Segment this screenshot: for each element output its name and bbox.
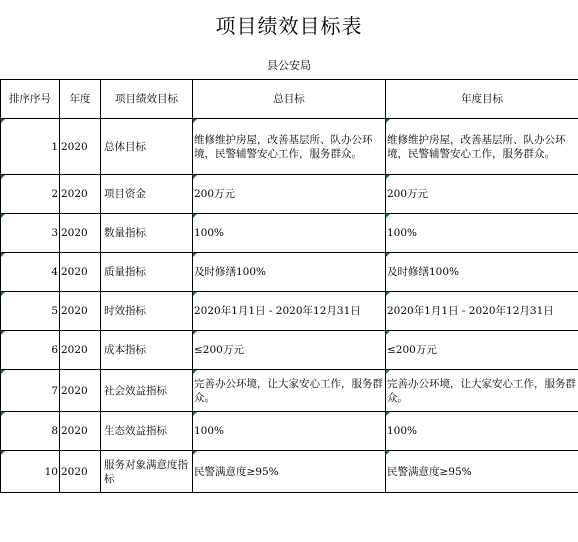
row-annual-goal: 完善办公环境，让大家安心工作，服务群众。 <box>386 370 578 412</box>
row-seq: 7 <box>1 370 60 412</box>
row-goal-name: 时效指标 <box>101 292 193 331</box>
table-row <box>1 253 578 292</box>
department-subtitle: 县公安局 <box>267 59 311 72</box>
row-goal-name: 质量指标 <box>101 253 193 292</box>
row-year: 2020 <box>60 370 101 412</box>
row-annual-goal: 200万元 <box>386 175 578 214</box>
table-row <box>1 331 578 370</box>
row-year: 2020 <box>60 412 101 451</box>
table-row <box>1 412 578 451</box>
row-annual-goal: 民警满意度≥95% <box>386 451 578 493</box>
row-goal-name: 社会效益指标 <box>101 370 193 412</box>
row-annual-goal: ≤200万元 <box>386 331 578 370</box>
header-total-goal: 总目标 <box>193 80 386 119</box>
row-total-goal: 2020年1月1日 - 2020年12月31日 <box>193 292 386 331</box>
row-total-goal: 100% <box>193 214 386 253</box>
header-year: 年度 <box>60 80 101 119</box>
table-header-row <box>1 80 578 119</box>
row-seq: 6 <box>1 331 60 370</box>
row-year: 2020 <box>60 451 101 493</box>
table-row <box>1 292 578 331</box>
table-row <box>1 370 578 412</box>
row-year: 2020 <box>60 253 101 292</box>
row-seq: 3 <box>1 214 60 253</box>
row-seq: 5 <box>1 292 60 331</box>
row-annual-goal: 维修维护房屋，改善基层所、队办公环境，民警辅警安心工作，服务群众。 <box>386 119 578 175</box>
row-year: 2020 <box>60 214 101 253</box>
row-total-goal: 200万元 <box>193 175 386 214</box>
row-annual-goal: 100% <box>386 412 578 451</box>
row-total-goal: 100% <box>193 412 386 451</box>
row-goal-name: 总体目标 <box>101 119 193 175</box>
row-goal-name: 成本指标 <box>101 331 193 370</box>
row-goal-name: 生态效益指标 <box>101 412 193 451</box>
row-goal-name: 服务对象满意度指标 <box>101 451 193 493</box>
page-title: 项目绩效目标表 <box>215 14 363 38</box>
row-total-goal: 维修维护房屋，改善基层所、队办公环境，民警辅警安心工作，服务群众。 <box>193 119 386 175</box>
row-total-goal: 及时修缮100% <box>193 253 386 292</box>
row-annual-goal: 2020年1月1日 - 2020年12月31日 <box>386 292 578 331</box>
table-row <box>1 175 578 214</box>
row-year: 2020 <box>60 119 101 175</box>
table-row <box>1 119 578 175</box>
row-goal-name: 项目资金 <box>101 175 193 214</box>
row-seq: 1 <box>1 119 60 175</box>
header-seq: 排序序号 <box>1 80 60 119</box>
header-goal-name: 项目绩效目标 <box>101 80 193 119</box>
row-year: 2020 <box>60 331 101 370</box>
row-year: 2020 <box>60 292 101 331</box>
row-goal-name: 数量指标 <box>101 214 193 253</box>
row-seq: 2 <box>1 175 60 214</box>
row-annual-goal: 及时修缮100% <box>386 253 578 292</box>
row-seq: 8 <box>1 412 60 451</box>
row-seq: 10 <box>1 451 60 493</box>
row-total-goal: ≤200万元 <box>193 331 386 370</box>
table-row <box>1 451 578 493</box>
table-row <box>1 214 578 253</box>
row-total-goal: 民警满意度≥95% <box>193 451 386 493</box>
row-seq: 4 <box>1 253 60 292</box>
header-annual-goal: 年度目标 <box>386 80 578 119</box>
row-year: 2020 <box>60 175 101 214</box>
performance-table <box>0 79 578 493</box>
row-annual-goal: 100% <box>386 214 578 253</box>
row-total-goal: 完善办公环境，让大家安心工作，服务群众。 <box>193 370 386 412</box>
